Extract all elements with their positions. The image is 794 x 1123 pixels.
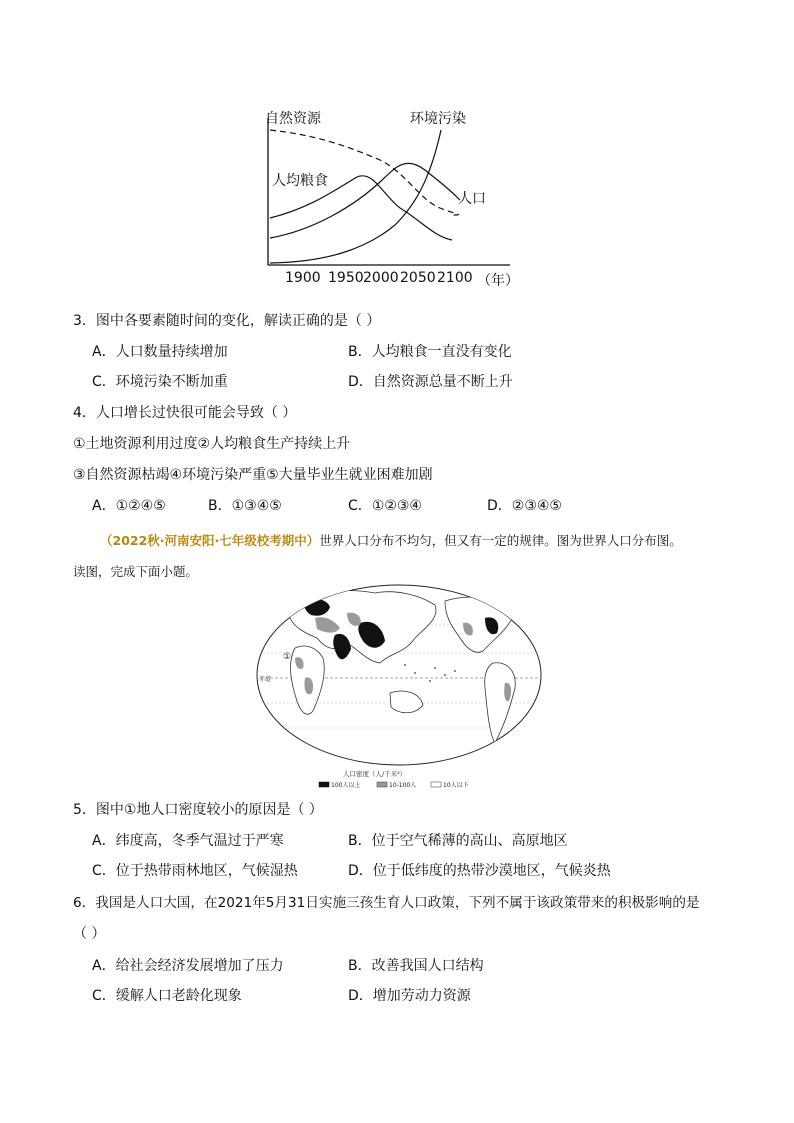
legend-swatch-mid: [377, 782, 387, 787]
legend-swatch-low: [431, 782, 441, 787]
label-population: 人口: [458, 191, 486, 207]
q4-option-d[interactable]: D．②③④⑤: [487, 498, 562, 514]
q6-stem-bracket: （ ）: [73, 926, 106, 942]
q3-option-a[interactable]: A．人口数量持续增加: [92, 344, 228, 360]
q4-stem: 4．人口增长过快很可能会导致（ ）: [73, 405, 297, 421]
q3-stem: 3．图中各要素随时间的变化，解读正确的是（ ）: [73, 313, 381, 329]
q5-option-a[interactable]: A．纬度高，冬季气温过于严寒: [92, 833, 284, 849]
x-unit: （年）: [477, 273, 519, 289]
map-marker: ①: [283, 652, 292, 662]
q6-option-a[interactable]: A．给社会经济发展增加了压力: [92, 958, 284, 974]
q4-option-a[interactable]: A．①②④⑤: [92, 498, 166, 514]
x-tick: 2050: [400, 270, 436, 286]
q5-option-d[interactable]: D．位于低纬度的热带沙漠地区，气候炎热: [348, 863, 611, 879]
x-tick: 1950: [328, 270, 364, 286]
q3-option-b[interactable]: B．人均粮食一直没有变化: [348, 344, 512, 360]
intro-text: 世界人口分布不均匀，但又有一定的规律。图为世界人口分布图。: [319, 533, 682, 548]
equator-label: 赤道: [259, 676, 272, 683]
pollution-curve: [270, 130, 441, 263]
q4-statement-line2: ③自然资源枯竭④环境污染严重⑤大量毕业生就业困难加剧: [73, 467, 433, 483]
legend-title: 人口密度（人/千米²）: [343, 770, 407, 778]
q6-option-b[interactable]: B．改善我国人口结构: [348, 958, 484, 974]
q4-option-c[interactable]: C．①②③④: [348, 498, 422, 514]
q5-option-b[interactable]: B．位于空气稀薄的高山、高原地区: [348, 833, 568, 849]
label-resources: 自然资源: [265, 111, 321, 127]
x-tick: 2000: [363, 270, 399, 286]
legend-swatch-high: [319, 782, 329, 787]
legend-label-mid: 10-100人: [389, 782, 417, 789]
intro-line1: [100, 530, 682, 549]
x-tick: 1900: [285, 270, 321, 286]
world-population-map: [255, 583, 543, 793]
intro-line2: 读图，完成下面小题。: [73, 564, 199, 579]
legend-label-high: 100人以上: [331, 782, 361, 789]
q3-option-d[interactable]: D．自然资源总量不断上升: [348, 374, 513, 390]
q6-stem: 6．我国是人口大国，在2021年5月31日实施三孩生育人口政策，下列不属于该政策带来的积极影响的是: [73, 895, 700, 911]
q4-statement-line1: ①土地资源利用过度②人均粮食生产持续上升: [73, 436, 351, 452]
x-tick: 2100: [437, 270, 473, 286]
q5-option-c[interactable]: C．位于热带雨林地区，气候湿热: [92, 863, 298, 879]
legend-label-low: 10人以下: [443, 782, 469, 789]
q6-option-c[interactable]: C．缓解人口老龄化现象: [92, 988, 242, 1004]
label-pollution: 环境污染: [410, 111, 466, 127]
q6-option-d[interactable]: D．增加劳动力资源: [348, 988, 471, 1004]
intro-source: （2022秋·河南安阳·七年级校考期中）: [100, 533, 320, 548]
q3-option-c[interactable]: C．环境污染不断加重: [92, 374, 228, 390]
q4-option-b[interactable]: B．①③④⑤: [208, 498, 282, 514]
label-food: 人均粮食: [272, 173, 328, 189]
q5-stem: 5．图中①地人口密度较小的原因是（ ）: [73, 802, 323, 818]
